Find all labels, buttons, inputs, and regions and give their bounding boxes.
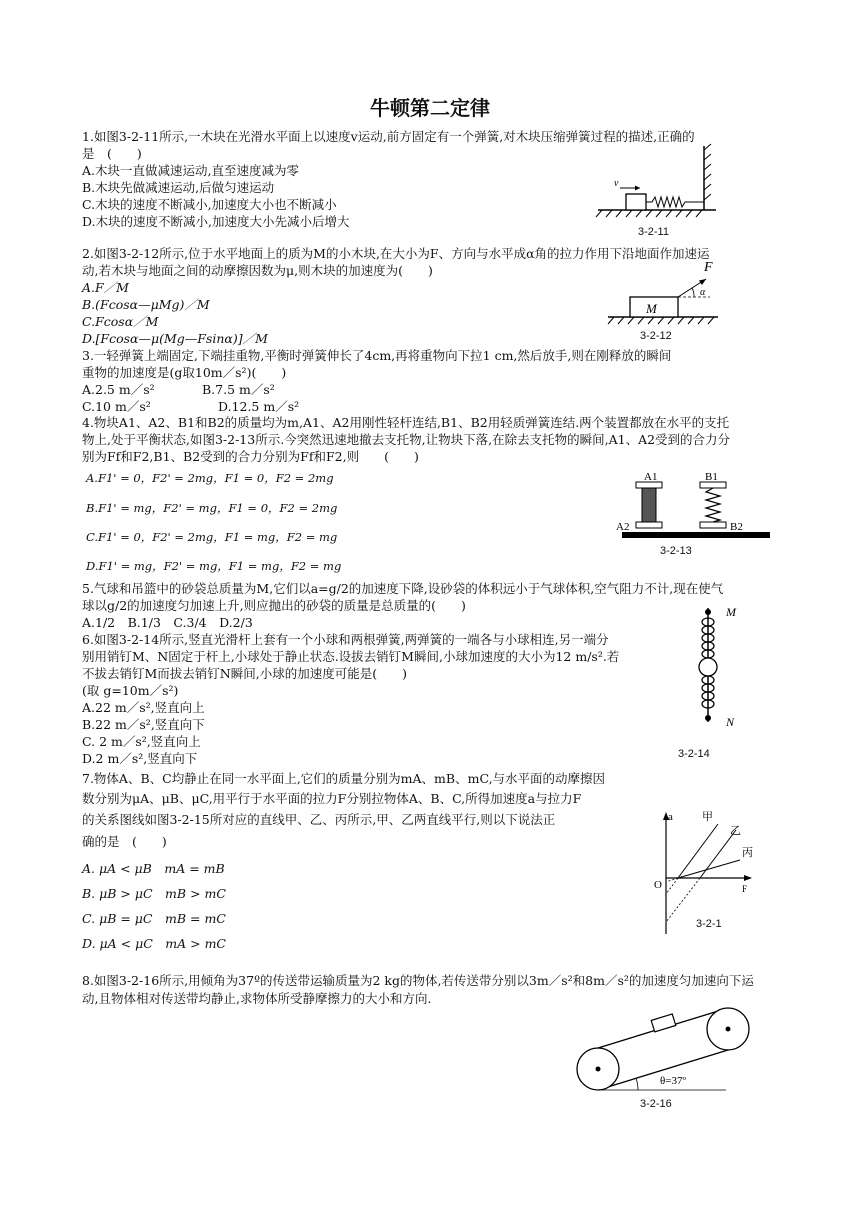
line-bing-label: 丙 (742, 847, 753, 859)
force-label: F (704, 260, 713, 275)
angle-label: α (700, 287, 706, 298)
q2-option-b: B.(Fcosα—μMg)／M (82, 297, 210, 312)
origin-label: O (654, 879, 662, 891)
q3-stem-line1: 3.一轻弹簧上端固定,下端挂重物,平衡时弹簧伸长了4cm,再将重物向下拉1 cm,然后放手,则在刚释放的瞬间 (82, 348, 672, 363)
label-a1: A1 (644, 471, 658, 483)
q4-option-a: A.F1' = 0，F2' = 2mg，F1 = 0，F2 = 2mg (86, 471, 334, 485)
figure-3-2-14-caption: 3-2-14 (678, 748, 710, 760)
velocity-label: v (614, 178, 619, 189)
q1-option-a: A.木块一直做减速运动,直至速度减为零 (82, 163, 299, 178)
q6-stem-line2: 别用销钉M、N固定于杆上,小球处于静止状态.设拔去销钉M瞬间,小球加速度的大小为12 m/s².若 (82, 649, 620, 664)
figure-3-2-11-caption: 3-2-11 (638, 226, 669, 238)
q6-stem-line1: 6.如图3-2-14所示,竖直光滑杆上套有一个小球和两根弹簧,两弹簧的一端各与小球相连,另一端分 (82, 632, 609, 647)
line-jia-label: 甲 (702, 811, 713, 823)
angle-label: θ=37º (660, 1075, 686, 1087)
q2-option-d: D.[Fcosα—μ(Mg—Fsinα)]／M (82, 331, 268, 346)
figure-3-2-16-caption: 3-2-16 (640, 1098, 672, 1110)
figure-3-2-11 (592, 142, 722, 218)
q2-stem-line2: 动,若木块与地面之间的动摩擦因数为μ,则木块的加速度为( ) (82, 263, 433, 278)
q7-option-d: D. μA < μC mA > mC (82, 936, 227, 951)
label-b2: B2 (730, 521, 743, 533)
q4-option-d: D.F1' = mg，F2' = mg，F1 = mg，F2 = mg (86, 559, 342, 573)
q7-stem-line3: 的关系图线如图3-2-15所对应的直线甲、乙、丙所示,甲、乙两直线平行,则以下说法正 (82, 812, 556, 827)
ball (699, 658, 717, 676)
q6-option-b: B.22 m／s²,竖直向下 (82, 717, 205, 732)
q1-option-b: B.木块先做减速运动,后做匀速运动 (82, 180, 275, 195)
axis-f-label: F (742, 884, 748, 894)
q6-stem-line4: (取 g=10m／s²) (82, 683, 179, 698)
block (626, 194, 646, 210)
q6-stem-line3: 不拔去销钉M而拔去销钉N瞬间,小球的加速度可能是( ) (82, 666, 407, 681)
q2-option-a: A.F／M (82, 280, 129, 295)
figure-3-2-13 (614, 470, 774, 544)
figure-3-2-13-caption: 3-2-13 (660, 545, 692, 557)
q3-option-a: A.2.5 m／s² (82, 382, 155, 397)
label-n: N (726, 715, 735, 729)
page-title: 牛顿第二定律 (370, 96, 490, 120)
q4-option-c: C.F1' = 0，F2' = 2mg，F1 = mg，F2 = mg (86, 530, 338, 544)
q3-option-b: B.7.5 m／s² (202, 382, 275, 397)
figure-3-2-14 (688, 600, 748, 732)
q5-stem-line1: 5.气球和吊篮中的砂袋总质量为M,它们以a=g/2的加速度下降,设砂袋的体积远小于气球体积,空气阻力不计,现在使气 (82, 581, 724, 596)
q1-stem-line2: 是 ( ) (82, 146, 142, 161)
q7-stem-line4: 确的是 ( ) (82, 834, 167, 849)
q4-option-b: B.F1' = mg，F2' = mg，F1 = 0，F2 = 2mg (86, 501, 338, 515)
q7-stem-line2: 数分别为μA、μB、μC,用平行于水平面的拉力F分别拉物体A、B、C,所得加速度a与拉力F (82, 791, 582, 806)
figure-3-2-12-caption: 3-2-12 (640, 330, 672, 342)
q2-option-c: C.Fcosα／M (82, 314, 159, 329)
q5-stem-line2: 球以g/2的加速度匀加速上升,则应抛出的砂袋的质量是总质量的( ) (82, 598, 466, 613)
q6-option-d: D.2 m／s²,竖直向下 (82, 751, 198, 766)
q4-stem-line3: 别为Ff和F2,B1、B2受到的合力分别为Ff和F2,则 ( ) (82, 449, 419, 464)
q5-options: A.1/2 B.1/3 C.3/4 D.2/3 (82, 615, 253, 630)
q7-option-a: A. μA < μB mA = mB (82, 861, 225, 876)
q1-stem-line1: 1.如图3-2-11所示,一木块在光滑水平面上以速度v运动,前方固定有一个弹簧,对木块压缩弹簧过程的描述,正确的 (82, 129, 695, 144)
line-yi-label: 乙 (730, 825, 741, 837)
q1-option-c: C.木块的速度不断减小,加速度大小也不断减小 (82, 197, 337, 212)
label-m: M (726, 605, 736, 619)
mass-label: M (646, 301, 657, 316)
q1-option-d: D.木块的速度不断减小,加速度大小先减小后增大 (82, 214, 350, 229)
q3-stem-line2: 重物的加速度是(g取10m／s²)( ) (82, 365, 287, 380)
spring (646, 197, 704, 207)
q6-option-c: C. 2 m／s²,竖直向上 (82, 734, 201, 749)
package-box (651, 1014, 676, 1032)
label-b1: B1 (705, 471, 718, 483)
figure-3-2-15-caption: 3-2-1 (696, 918, 722, 930)
q7-option-c: C. μB = μC mB = mC (82, 911, 226, 926)
q7-stem-line1: 7.物体A、B、C均静止在同一水平面上,它们的质量分别为mA、mB、mC,与水平面的动摩擦因 (82, 771, 606, 786)
q6-option-a: A.22 m／s²,竖直向上 (82, 700, 205, 715)
q7-option-b: B. μB > μC mB > mC (82, 886, 226, 901)
q8-stem-line1: 8.如图3-2-16所示,用倾角为37º的传送带运输质量为2 kg的物体,若传送带分别以3m／s²和8m／s²的加速度匀加速向下运 (82, 973, 754, 988)
q4-stem-line1: 4.物块A1、A2、B1和B2的质量均为m,A1、A2用刚性轻杆连结,B1、B2用轻质弹簧连结.两个装置都放在水平的支托 (82, 415, 730, 430)
q3-option-c: C.10 m／s² (82, 399, 151, 414)
q3-option-d: D.12.5 m／s² (218, 399, 300, 414)
label-a2: A2 (616, 521, 630, 533)
figure-3-2-12 (606, 257, 726, 327)
axis-a-label: a (668, 811, 673, 823)
figure-3-2-16 (576, 1004, 760, 1096)
q2-stem-line1: 2.如图3-2-12所示,位于水平地面上的质为M的小木块,在大小为F、方向与水平成α角的拉力作用下沿地面作加速运 (82, 246, 710, 261)
q4-stem-line2: 物上,处于平衡状态,如图3-2-13所示.今突然迅速地撤去支托物,让物块下落,在除去支托物的瞬间,A1、A2受到的合力分 (82, 432, 731, 447)
q8-stem-line2: 动,且物体相对传送带均静止,求物体所受静摩擦力的大小和方向. (82, 991, 432, 1006)
